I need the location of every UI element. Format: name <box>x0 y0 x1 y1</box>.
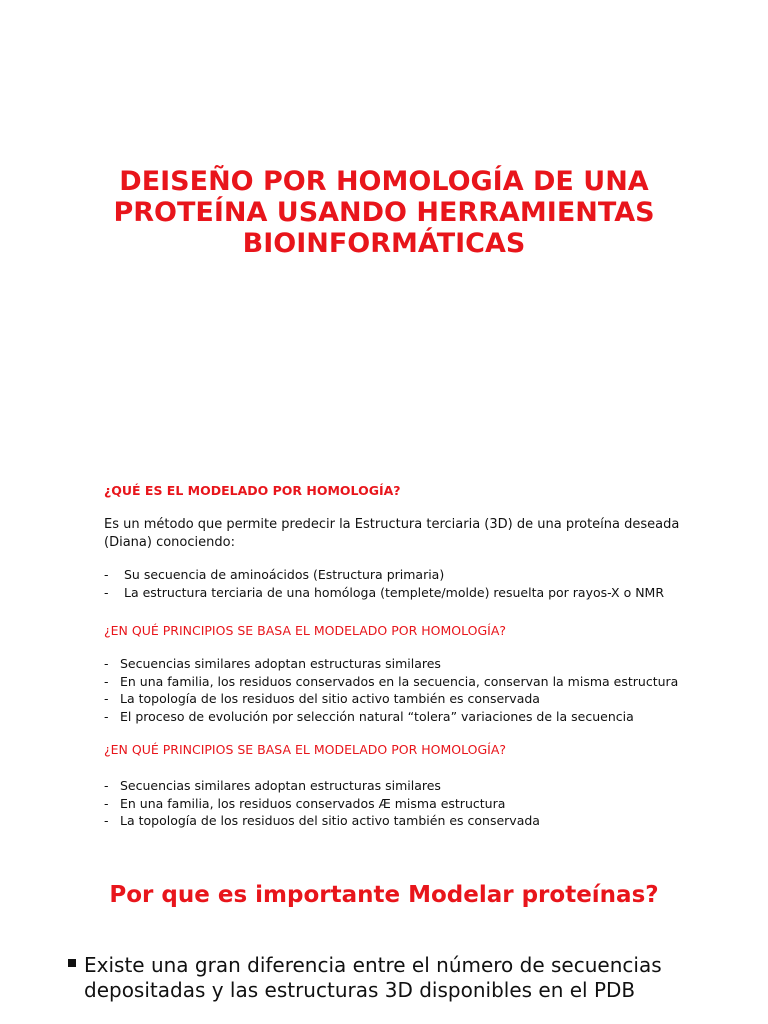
title-line-3: BIOINFORMÁTICAS <box>242 228 526 259</box>
list-item: - La estructura terciaria de una homóloga (templete/molde) resuelta por rayos-X o NMR <box>104 584 744 602</box>
section4-bullet-line-2: depositadas y las estructuras 3D disponibles en el PDB <box>84 978 636 1002</box>
list-item: - Secuencias similares adoptan estructuras similares <box>104 655 744 673</box>
list-item: - El proceso de evolución por selección natural “tolera” variaciones de la secuencia <box>104 708 744 726</box>
section1-intro-line-2: (Diana) conociendo: <box>104 535 235 550</box>
section1-intro-line-1: Es un método que permite predecir la Estructura terciaria (3D) de una proteína deseada <box>104 517 680 532</box>
section4-bullet-text <box>70 953 750 1003</box>
list-item: - En una familia, los residuos conservados Æ misma estructura <box>104 795 744 813</box>
section3-list <box>104 777 744 830</box>
section3-question: ¿EN QUÉ PRINCIPIOS SE BASA EL MODELADO POR HOMOLOGÍA? <box>104 742 507 757</box>
section1-intro <box>104 516 744 552</box>
section4-bullet <box>70 953 750 1003</box>
section4-heading: Por que es importante Modelar proteínas? <box>109 882 659 908</box>
list-item: - Secuencias similares adoptan estructuras similares <box>104 777 744 795</box>
section1-list <box>104 566 744 601</box>
section2-question: ¿EN QUÉ PRINCIPIOS SE BASA EL MODELADO POR HOMOLOGÍA? <box>104 623 507 638</box>
title-line-2: PROTEÍNA USANDO HERRAMIENTAS <box>113 197 655 228</box>
section2-list <box>104 655 744 725</box>
list-item: - En una familia, los residuos conservados en la secuencia, conservan la misma estructura <box>104 673 744 691</box>
list-item: - La topología de los residuos del sitio activo también es conservada <box>104 690 744 708</box>
square-bullet-icon <box>68 959 76 967</box>
list-item: - La topología de los residuos del sitio activo también es conservada <box>104 812 744 830</box>
section4-bullet-line-1: Existe una gran diferencia entre el número de secuencias <box>84 953 662 977</box>
title-line-1: DEISEÑO POR HOMOLOGÍA DE UNA <box>119 166 649 197</box>
section1-question: ¿QUÉ ES EL MODELADO POR HOMOLOGÍA? <box>104 483 401 498</box>
list-item: - Su secuencia de aminoácidos (Estructura primaria) <box>104 566 744 584</box>
document-title <box>0 166 768 259</box>
